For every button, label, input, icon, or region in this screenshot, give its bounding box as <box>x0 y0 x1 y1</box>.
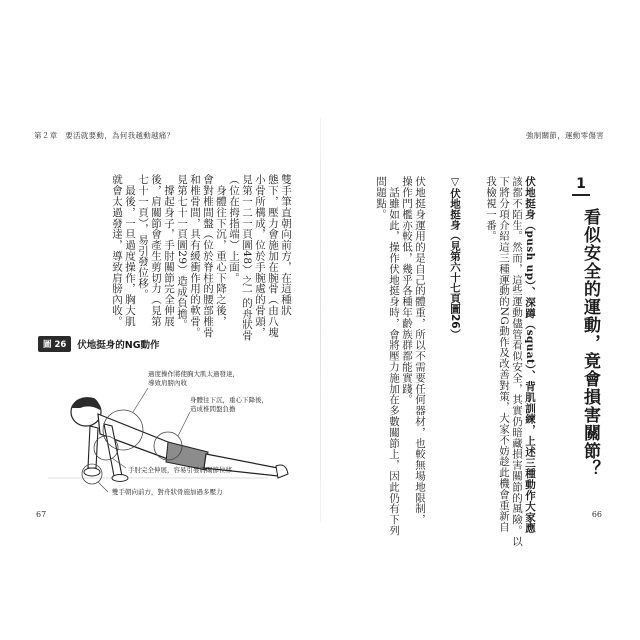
left-line-4: 見第一二一頁圖48）之一的舟狀骨 <box>241 174 253 341</box>
right-intro-line-1: 伏地挺身（push up）、深蹲（squat）、背肌訓練，上述三種動作大家應 <box>524 176 536 534</box>
pushup-illustration <box>28 350 318 500</box>
section-title: 看似安全的運動，竟會損害關節？ <box>580 208 600 478</box>
figure-title: 伏地挺身的NG動作 <box>77 340 160 351</box>
figure-badge: 圖 26 <box>38 336 71 352</box>
annotation-waist-text: 身體往下沉，重心下降後， 造成椎間盤負擔 <box>190 396 268 413</box>
left-line-13: 最後，一旦過度操作，胸大肌 <box>124 174 136 327</box>
left-line-5: （位在拇指端）上面。 <box>228 174 240 283</box>
pushup-subheading: ▽伏地挺身（見第六十七頁圖26） <box>449 176 461 340</box>
annotation-wrist <box>112 488 223 497</box>
annotation-elbow-text: 手肘完全伸展，容易引發肩關節位移 <box>128 466 232 474</box>
right-body-line-1: 伏地挺身運用的是自己的體重，所以不需要任何器材，也較無場地限制， <box>414 176 426 525</box>
left-line-8: 和椎骨間，具有緩衝作用的軟骨。 <box>189 174 201 338</box>
left-line-14: 就會太過發達，導致肩膀內收。 <box>111 174 123 327</box>
left-line-7: 會對椎間盤（位於脊柱的腰部椎骨 <box>202 174 214 338</box>
right-intro-line-4: 我檢視一番。 <box>485 176 497 242</box>
page-gutter <box>320 118 321 522</box>
right-page-body <box>374 176 426 536</box>
book-spread <box>28 118 612 547</box>
annotation-wrist-text: 雙手朝向前方，對舟狀骨施加過多壓力 <box>112 488 223 496</box>
left-line-3: 小骨所構成，位於手腕處的骨頭， <box>254 174 266 338</box>
left-line-11: 後，肩關節會產生剪切力（見第 <box>150 174 162 327</box>
left-line-6: 身體往下沉，重心下降之後， <box>215 174 227 327</box>
right-running-head: 強制關節，運動零傷害 <box>526 131 604 140</box>
right-intro-line-2: 該都不陌生。然而，這些運動儘管看似安全，其實仍暗藏損害關節的風險。以 <box>511 176 523 547</box>
annotation-chest-text: 過度操作將使胸大肌太過發達， 導致肩膀內收 <box>148 370 239 387</box>
right-intro-line-3: 下將分項介紹這三種運動的NG動作及改善對策，大家不妨趁此機會重新自 <box>498 176 510 533</box>
annotation-chest <box>148 370 239 387</box>
left-line-10: 撐起身子，手肘關節完全伸展 <box>163 174 175 327</box>
left-line-2: 態下，壓力會施加在腕骨（由八塊 <box>267 174 279 338</box>
annotation-elbow <box>128 466 232 475</box>
left-line-1: 雙手筆直朝向前方，在這種狀 <box>280 174 292 316</box>
left-page-number: 67 <box>36 510 47 519</box>
right-body-line-2: 操作門檻亦較低，幾乎各種年齡族群都能實踐。 <box>401 176 413 405</box>
left-running-head: 第２章 要活就要動，為何我越動越痛？ <box>34 131 175 140</box>
annotation-waist <box>190 396 268 413</box>
right-page-intro <box>484 176 536 547</box>
right-body-line-4: 問題點。 <box>375 176 387 220</box>
right-body-line-3: 話雖如此，操作伏地挺身時，會將壓力施加在多數關節上，因此仍有下列 <box>388 176 400 536</box>
left-line-12: 七十一頁），易引發位移。 <box>137 174 149 300</box>
section-number: 1 <box>572 176 590 196</box>
left-line-9: 見第七十一頁圖29）造成負擔。 <box>176 174 188 330</box>
left-page-body <box>110 174 292 344</box>
right-page-number: 66 <box>591 510 602 519</box>
